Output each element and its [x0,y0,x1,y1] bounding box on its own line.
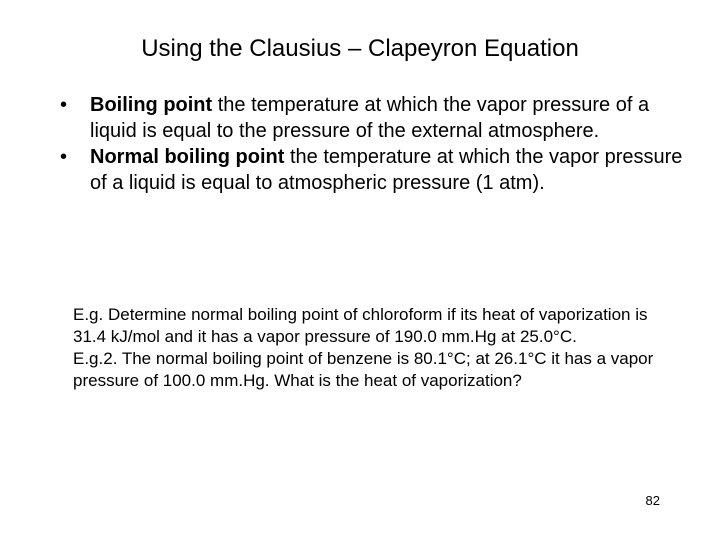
bullet-boiling-point [56,92,696,144]
bullet-marker: • [60,94,68,116]
example-chloroform: E.g. Determine normal boiling point of chloroform if its heat of vaporization is 31.4 kJ/mol and it has a vapor pressure of 190.0 mm.Hg at 25.0°C. [73,305,648,346]
page-number: 82 [645,493,660,508]
definition-list [56,92,696,196]
definition-boiling-point: the temperature at which the vapor pressure of a liquid is equal to the pressure of the external atmosphere. [90,94,650,142]
bullet-marker: • [60,146,68,168]
term-boiling-point: Boiling point [90,94,213,116]
slide-title: Using the Clausius – Clapeyron Equation [141,35,579,62]
example-benzene: E.g.2. The normal boiling point of benzene is 80.1°C; at 26.1°C it has a vapor pressure of 100.0 mm.Hg. What is the heat of vaporization? [73,349,654,390]
examples-block [73,304,673,392]
definition-normal-boiling-point: the temperature at which the vapor pressure of a liquid is equal to atmospheric pressure (1 atm). [90,146,683,194]
bullet-normal-boiling-point [56,144,696,196]
term-normal-boiling-point: Normal boiling point [90,146,285,168]
